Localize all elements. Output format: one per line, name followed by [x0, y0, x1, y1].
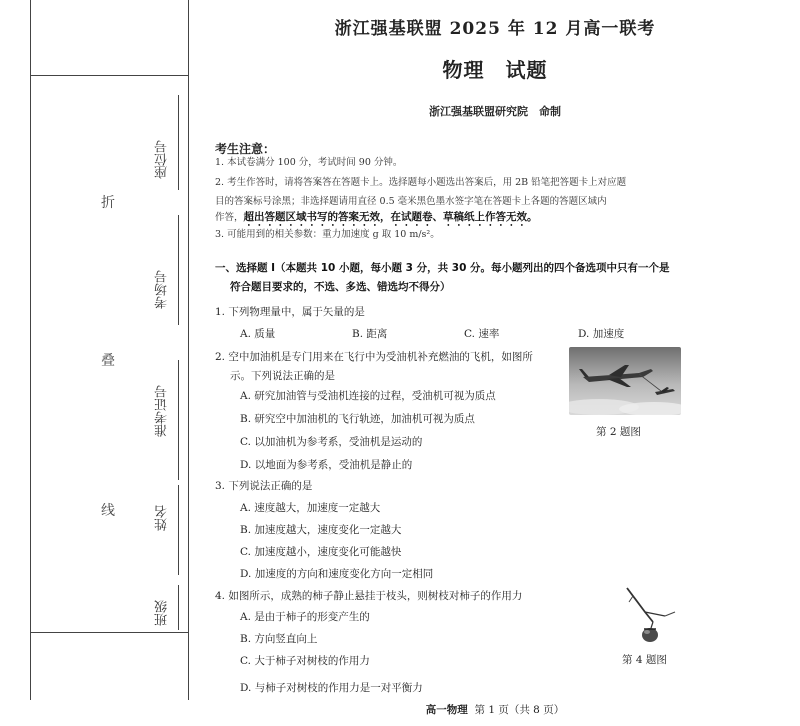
- aircraft-photo-icon: [569, 347, 681, 415]
- section-1-line1: 一、选择题 Ⅰ（本题共 10 小题，每小题 3 分，共 30 分。每小题列出的四个备选项中只有一个是: [215, 262, 670, 274]
- q3-option-d: D. 加速度的方向和速度变化方向一定相同: [240, 568, 434, 580]
- fold-char-3: 线: [101, 503, 115, 519]
- notice-item-2a: 2. 考生作答时，请将答案答在答题卡上。选择题每小题选出答案后，用 2B 铅笔把答题卡上对应题: [215, 177, 627, 188]
- binding-top-line: [30, 75, 188, 76]
- notice-item-2b: 目的答案标号涂黑；非选择题请用直径 0.5 毫米黑色墨水签字笔在答题卡上各题的答题区域内: [215, 196, 607, 207]
- field-seat-label: 座位号: [155, 140, 170, 179]
- field-seat-line[interactable]: [178, 95, 179, 190]
- fold-char-1: 折: [101, 195, 115, 211]
- notice-item-1: 1. 本试卷满分 100 分，考试时间 90 分钟。: [215, 157, 403, 168]
- field-name-line[interactable]: [178, 485, 179, 575]
- q4-figure-persimmon: [619, 586, 679, 646]
- q4-option-d: D. 与柿子对树枝的作用力是一对平衡力: [240, 682, 423, 694]
- binding-right-border: [188, 0, 189, 700]
- field-class-label: 班级: [155, 600, 170, 626]
- q1-option-a: A. 质量: [240, 328, 276, 340]
- q2-option-d: D. 以地面为参考系，受油机是静止的: [240, 459, 413, 471]
- field-ticket-line[interactable]: [178, 360, 179, 480]
- binding-left-border: [30, 0, 31, 700]
- q2-figure-aircraft: [569, 347, 681, 415]
- field-room-line[interactable]: [178, 215, 179, 325]
- footer-subject: 高一物理: [425, 704, 468, 716]
- footer-page: 第 1 页（共 8 页）: [474, 704, 565, 716]
- field-room-label: 考场号: [155, 270, 170, 309]
- q2-figure-caption: 第 2 题图: [596, 426, 641, 438]
- notice-item-3: 3. 可能用到的相关参数：重力加速度 g 取 10 m/s²。: [215, 229, 440, 240]
- q4-option-a: A. 是由于柿子的形变产生的: [240, 611, 370, 623]
- field-class-line[interactable]: [178, 585, 179, 630]
- exam-paper: [205, 0, 785, 726]
- q2-option-b: B. 研究空中加油机的飞行轨迹，加油机可视为质点: [240, 413, 475, 425]
- q2-option-c: C. 以加油机为参考系，受油机是运动的: [240, 436, 423, 448]
- q1-option-d: D. 加速度: [578, 328, 625, 340]
- binding-margin: [0, 0, 190, 726]
- exam-title: 浙江强基联盟 2025 年 12 月高一联考: [334, 19, 656, 39]
- persimmon-branch-icon: [619, 586, 679, 646]
- exam-subject: 物理 试题: [442, 58, 548, 82]
- field-name-label: 姓名: [155, 505, 170, 531]
- q4-stem: 4. 如图所示，成熟的柿子静止悬挂于枝头，则树枝对柿子的作用力: [215, 590, 523, 602]
- exam-author: 浙江强基联盟研究院 命制: [429, 105, 561, 118]
- q1-stem: 1. 下列物理量中，属于矢量的是: [215, 306, 365, 318]
- q2-stem-line1: 2. 空中加油机是专门用来在飞行中为受油机补充燃油的飞机，如图所: [215, 351, 533, 363]
- q4-option-b: B. 方向竖直向上: [240, 633, 318, 645]
- notice-heading: 考生注意：: [215, 142, 276, 156]
- field-ticket-label: 准考证号: [155, 385, 170, 437]
- q3-stem: 3. 下列说法正确的是: [215, 480, 313, 492]
- binding-bottom-line: [30, 632, 188, 633]
- q1-option-c: C. 速率: [464, 328, 500, 340]
- q1-option-b: B. 距离: [352, 328, 388, 340]
- q2-stem-line2: 示。下列说法正确的是: [230, 370, 335, 382]
- q4-option-c: C. 大于柿子对树枝的作用力: [240, 655, 370, 667]
- section-1-line2: 符合题目要求的，不选、多选、错选均不得分）: [230, 281, 451, 293]
- q3-option-c: C. 加速度越小，速度变化可能越快: [240, 546, 402, 558]
- page-footer: [205, 702, 785, 717]
- q3-option-a: A. 速度越大，加速度一定越大: [240, 502, 381, 514]
- q4-figure-caption: 第 4 题图: [622, 654, 667, 666]
- fold-char-2: 叠: [101, 353, 115, 369]
- q3-option-b: B. 加速度越大，速度变化一定越大: [240, 524, 402, 536]
- notice-item-2c-text: 作答，: [215, 212, 244, 223]
- notice-emphasis: 超出答题区域书写的答案无效，在试题卷、草稿纸上作答无效。: [243, 211, 538, 223]
- q2-option-a: A. 研究加油管与受油机连接的过程，受油机可视为质点: [240, 390, 496, 402]
